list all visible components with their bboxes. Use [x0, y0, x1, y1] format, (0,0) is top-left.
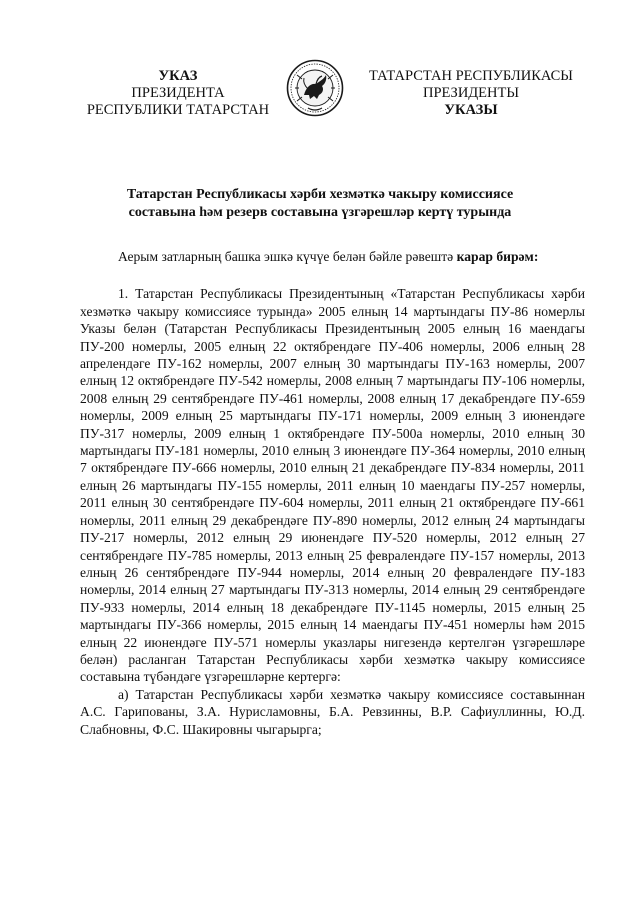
title-line2: составына һәм резерв составына үзгәрешләр кертү турында — [128, 205, 512, 220]
header-left-line2: ПРЕЗИДЕНТА — [131, 85, 225, 101]
header-right-tatar — [358, 68, 584, 119]
title-line1: Татарстан Республикасы хәрби хезмәткә чакыру комиссиясе — [126, 187, 514, 202]
document-title — [100, 186, 540, 222]
intro-paragraph — [80, 248, 585, 265]
intro-decision: карар бирәм: — [456, 249, 539, 264]
header-right-line2: ПРЕЗИДЕНТЫ — [422, 85, 520, 101]
header-left-line3: РЕСПУБЛИКИ ТАТАРСТАН — [86, 102, 270, 118]
paragraph-1: 1. Татарстан Республикасы Президентының «Татарстан Республикасы хәрби хезмәткә чакыру комиссиясе турында» 2005 елның 14 мартындагы ПУ-86 номерлы Указы белән (Татарстан Республикасы Президентының 2005 елның 16 маендагы ПУ-200 номерлы, 2005 елның 22 октябрендәге ПУ-406 номерлы, 2006 елның 28 апрелендәге ПУ-162 номерлы, 2007 елның 30 мартындагы ПУ-163 номерлы, 2007 елның 12 октябрендәге ПУ-542 номерлы, 2008 елның 7 мартындагы ПУ-106 номерлы, 2008 елның 29 сентябрендәге ПУ-461 номерлы, 2008 елның 17 декабрендәге ПУ-659 номерлы, 2009 елның 25 мартындагы ПУ-171 номерлы, 2009 елның 3 июнендәге ПУ-317 номерлы, 2009 елның 1 октябрендәге ПУ-500а номерлы, 2010 елның 30 мартындагы ПУ-181 номерлы, 2010 елның 3 июнендәге ПУ-364 номерлы, 2010 елның 7 октябрендәге ПУ-666 номерлы, 2010 елның 21 декабрендәге ПУ-834 номерлы, 2011 елның 26 мартындагы ПУ-155 номерлы, 2011 елның 10 маендагы ПУ-257 номерлы, 2011 елның 30 сентябрендәге ПУ-604 номерлы, 2011 елның 21 октябрендәге ПУ-661 номерлы, 2011 елның 29 декабрендәге ПУ-890 номерлы, 2012 елның 24 мартындагы ПУ-217 номерлы, 2012 елның 29 июнендәге ПУ-520 номерлы, 2012 елның 27 сентябрендәге ПУ-785 номерлы, 2013 елның 25 февралендәге ПУ-157 номерлы, 2013 елның 26 сентябрендәге ПУ-944 номерлы, 2014 елның 20 февралендәге ПУ-183 номерлы, 2014 елның 27 мартындагы ПУ-313 номерлы, 2014 елның 29 сентябрендәге ПУ-933 номерлы, 2014 елның 18 декабрендәге ПУ-1145 номерлы, 2015 елның 25 мартындагы ПУ-366 номерлы, 2015 елның 14 маендагы ПУ-451 номерлы һәм 2015 елның 22 июнендәге ПУ-571 номерлы указлары нигезендә кертелгән үзгәрешләре белән) расланган Татарстан Республикасы хәрби хезмәткә чакыру комиссиясе составына түбәндәге үзгәрешләрне кертергә: — [80, 286, 585, 685]
document-body — [80, 248, 585, 738]
header-left-russian — [70, 68, 286, 119]
paragraph-1a: а) Татарстан Республикасы хәрби хезмәткә чакыру комиссиясе составыннан А.С. Гарипованы, З.А. Нурисламовны, Б.А. Ревзинны, В.Р. Сафиуллинны, Ю.Д. Слабновны, Ф.С. Шакировны чыгарырга; — [80, 686, 585, 737]
header-right-line3: УКАЗЫ — [444, 102, 498, 118]
intro-text: Аерым затларның башка эшкә күчүе белән бәйле рәвештә — [118, 249, 457, 264]
header-right-line1: ТАТАРСТАН РЕСПУБЛИКАСЫ — [369, 68, 573, 84]
tatarstan-coat-of-arms-icon — [286, 59, 344, 117]
header-left-line1: УКАЗ — [158, 68, 198, 84]
